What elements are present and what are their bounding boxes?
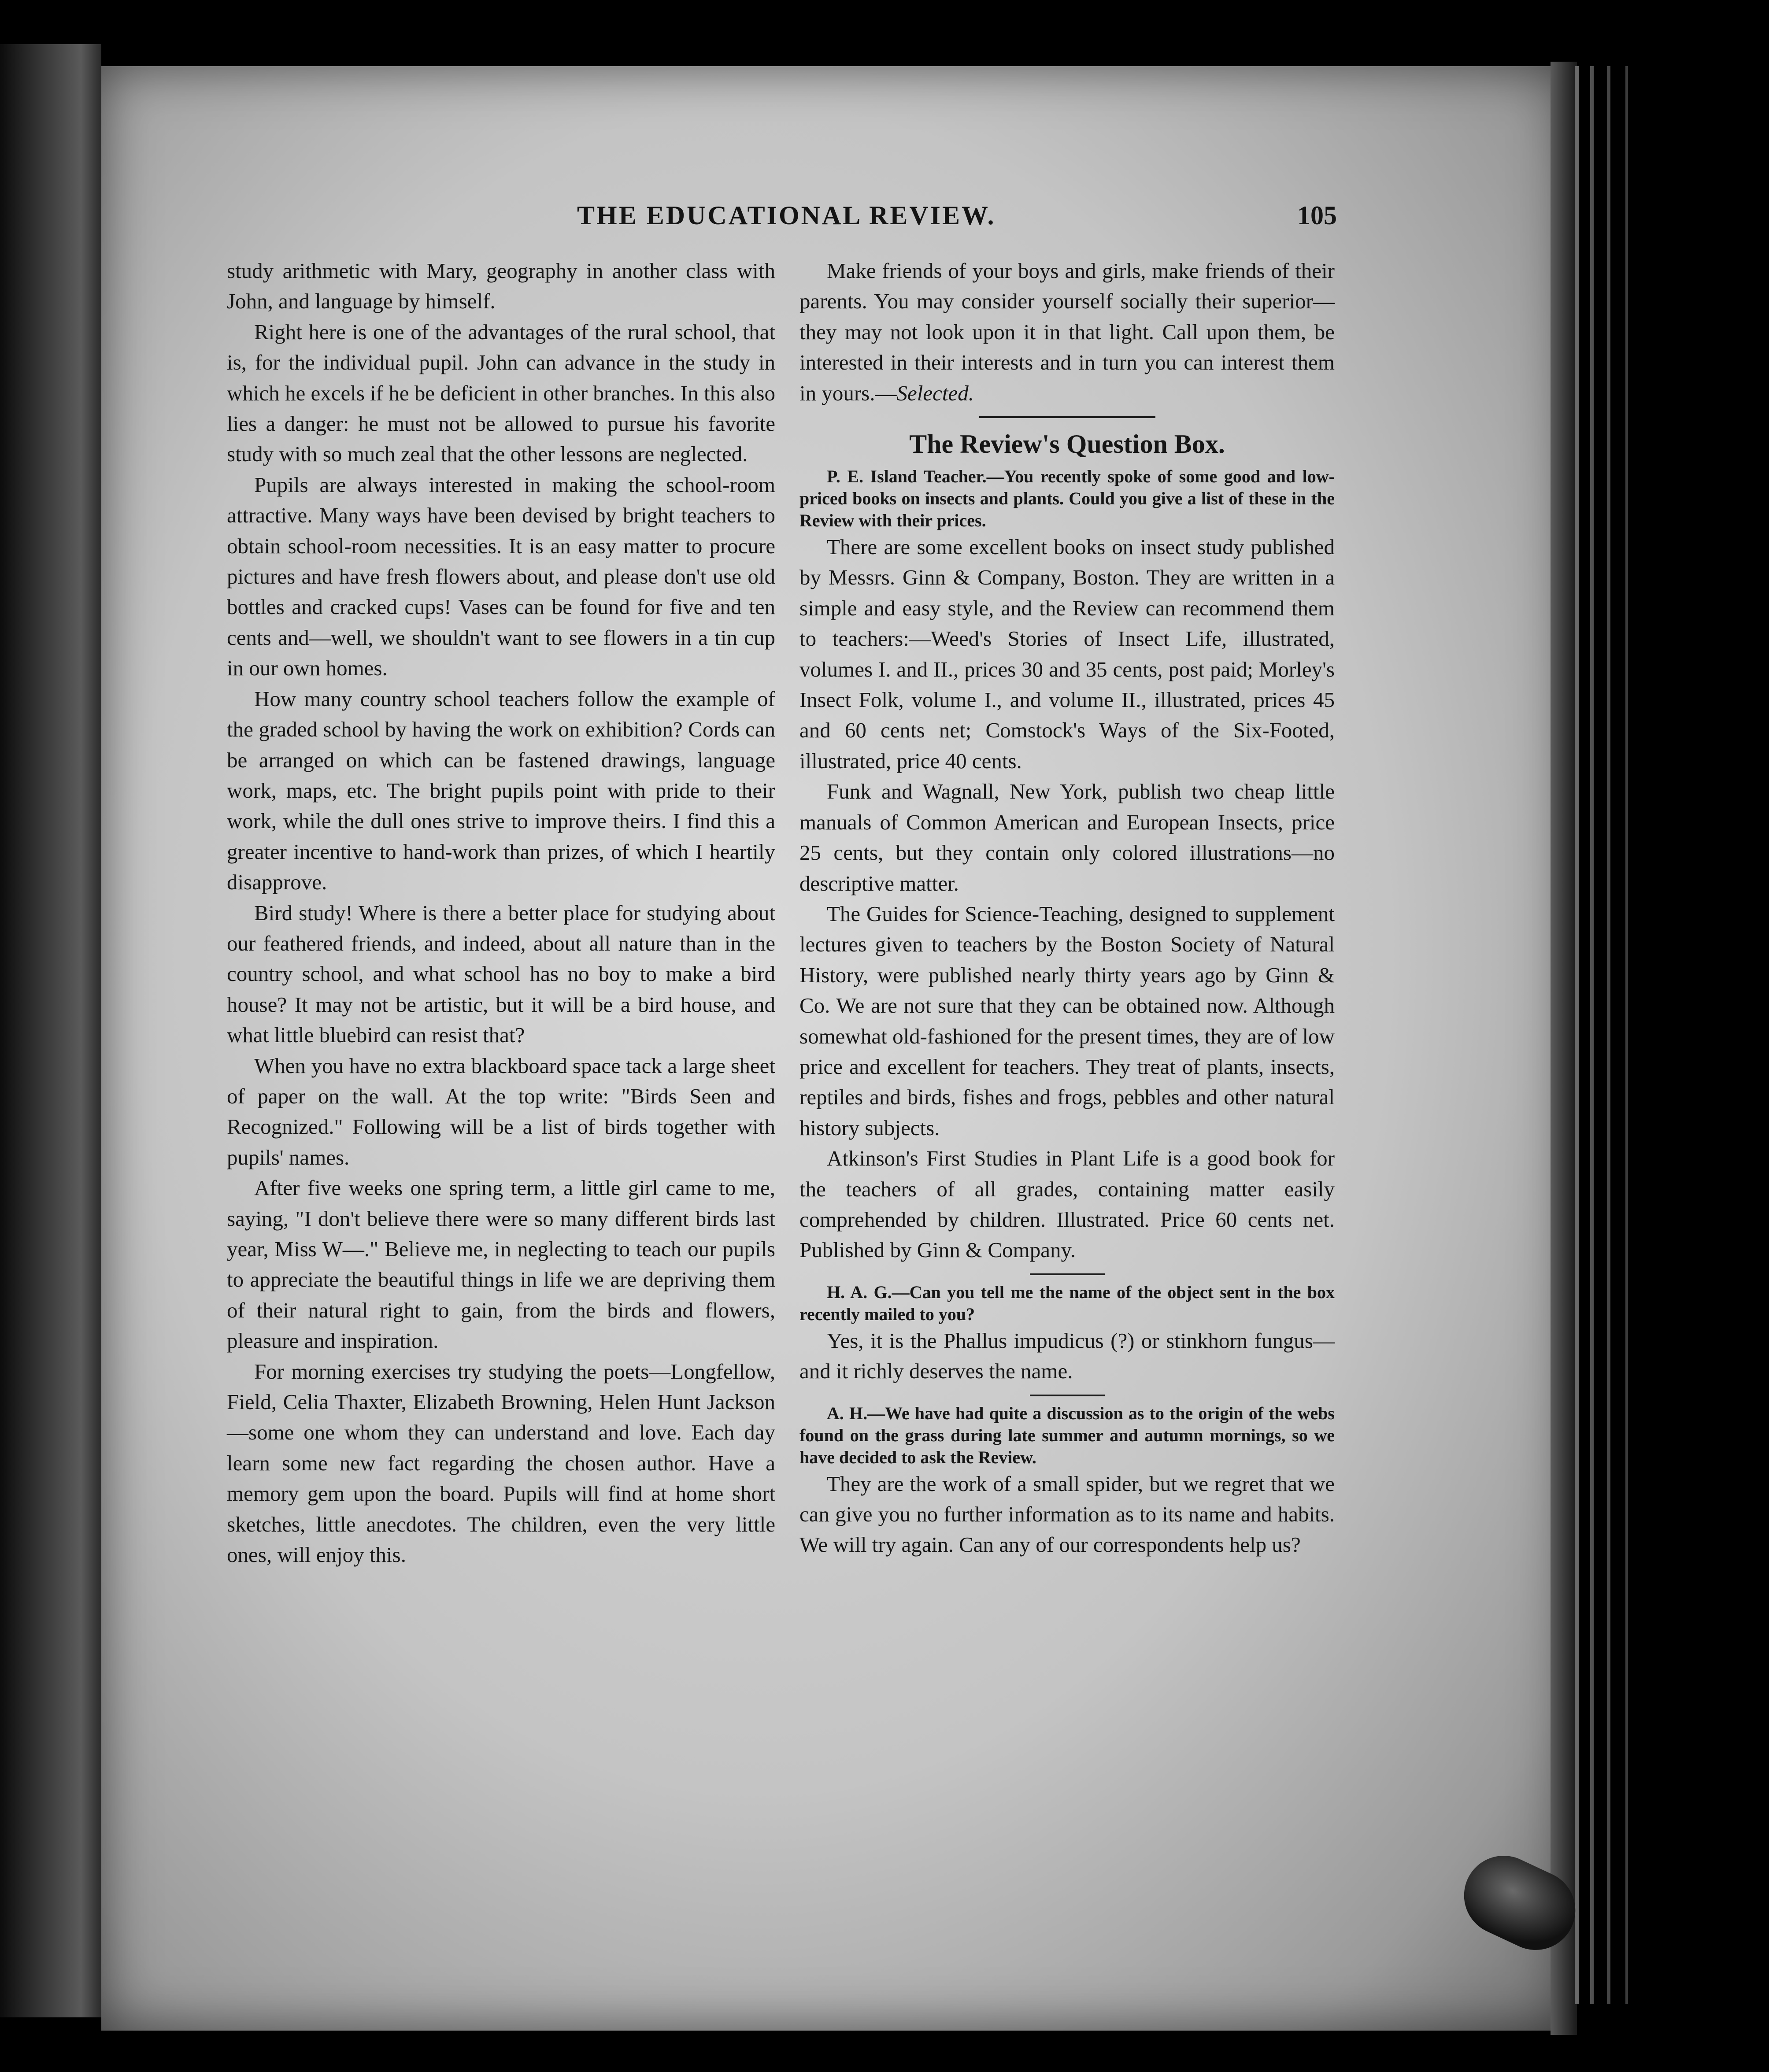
page-number: 105 [1297,201,1337,230]
paragraph: study arithmetic with Mary, geography in another class with John, and language by himself. [227,259,775,314]
question: A. H.—We have had quite a discussion as to the origin of the webs found on the grass during late summer and autumn mornings, so we have decided to ask the Review. [799,1403,1335,1467]
paragraph: After five weeks one spring term, a little girl came to me, saying, "I don't believe there were so many different birds last year, Miss W—." Believe me, in neglecting to teach our pupils to appreciate the beautiful things in life we are depriving them of their natural right to gain, from the birds and flowers, pleasure and inspiration. [227,1176,775,1353]
adjoining-page-edge [0,44,101,2017]
running-head: THE EDUCATIONAL REVIEW. [577,201,996,230]
paragraph: For morning exercises try studying the poets—Longfellow, Field, Celia Thaxter, Elizabeth Browning, Helen Hunt Jackson—some one whom they can understand and love. Each day learn some new fact regarding the chosen author. Have a memory gem upon the board. Pupils will find at home short sketches, little anecdotes. The children, even the very little ones, will enjoy this. [227,1359,775,1567]
question-separator [1030,1273,1105,1275]
question-box-heading: The Review's Question Box. [909,429,1225,459]
paragraph: Right here is one of the advantages of the rural school, that is, for the individual pupil. John can advance in the study in which he excels if he be deficient in other branches. In this also lies a danger: he must not be allowed to pursue his favorite study with so much zeal that the other lessons are neglected. [227,319,775,466]
paragraph: Bird study! Where is there a better place for studying about our feathered friends, and indeed, about all nature than in the country school, and what school has no boy to make a bird house? It may not be artistic, but it will be a bird house, and what little bluebird can resist that? [227,900,775,1047]
page-right-edge [1551,62,1577,2035]
paragraph [799,255,1335,408]
question: H. A. G.—Can you tell me the name of the object sent in the box recently mailed to you? [799,1282,1335,1324]
paragraph: How many country school teachers follow the example of the graded school by having the work on exhibition? Cords can be arranged on which can be fastened drawings, language work, maps, etc. The bright pupils point with pride to their work, while the dull ones strive to improve theirs. I find this a greater incentive to hand-work than prizes, of which I heartily disapprove. [227,686,775,895]
signature: Selected. [896,381,974,405]
question: P. E. Island Teacher.—You recently spoke of some good and low-priced books on insects and plants. Could you give a list of these in the Review with their prices. [799,466,1335,531]
section-rule [979,416,1155,418]
left-column [227,255,775,1570]
answer-paragraph: Yes, it is the Phallus impudicus (?) or stinkhorn fungus—and it richly deserves the name. [799,1328,1335,1384]
paragraph: Pupils are always interested in making the school-room attractive. Many ways have been devised by bright teachers to obtain school-room necessities. It is an easy matter to procure pictures and have fresh flowers about, and please don't use old bottles and cracked cups! Vases can be found for five and ten cents and—well, we shouldn't want to see flowers in a tin cup in our own homes. [227,472,775,681]
binding-line [1590,66,1594,2004]
answer-paragraph: There are some excellent books on insect study published by Messrs. Ginn & Company, Boston. They are written in a simple and easy style, and the Review can recommend them to teachers:—Weed's Stories of Insect Life, illustrated, volumes I. and II., prices 30 and 35 cents, post paid; Morley's Insect Folk, volume I., and volume II., illustrated, prices 45 and 60 cents net; Comstock's Ways of the Six-Footed, illustrated, price 40 cents. [799,535,1335,773]
answer-paragraph: Funk and Wagnall, New York, publish two cheap little manuals of Common American and European Insects, price 25 cents, but they contain only colored illustrations—no descriptive matter. [799,779,1335,895]
answer-paragraph: Atkinson's First Studies in Plant Life is a good book for the teachers of all grades, containing matter easily comprehended by children. Illustrated. Price 60 cents net. Published by Ginn & Company. [799,1146,1335,1262]
binding-line [1625,66,1628,2004]
paragraph-text: Make friends of your boys and girls, make friends of their parents. You may consider yourself socially their superior—they may not look upon it in that light. Call upon them, be interested in their interests and in turn you can interest them in yours.— [799,259,1335,405]
paragraph: When you have no extra blackboard space tack a large sheet of paper on the wall. At the top write: "Birds Seen and Recognized." Following will be a list of birds together with pupils' names. [227,1053,775,1169]
binding-line [1575,66,1579,2004]
answer-paragraph: The Guides for Science-Teaching, designed to supplement lectures given to teachers by the Boston Society of Natural History, were published nearly thirty years ago by Ginn & Co. We are not sure that they can be obtained now. Although somewhat old-fashioned for the present times, they are of low price and excellent for teachers. They treat of plants, insects, reptiles and birds, fishes and frogs, pebbles and other natural history subjects. [799,901,1335,1140]
answer-paragraph: They are the work of a small spider, but we regret that we can give you no further information as to its name and habits. We will try again. Can any of our correspondents help us? [799,1471,1335,1557]
right-column [799,255,1335,1560]
question-separator [1030,1395,1105,1396]
binding-line [1607,66,1610,2004]
